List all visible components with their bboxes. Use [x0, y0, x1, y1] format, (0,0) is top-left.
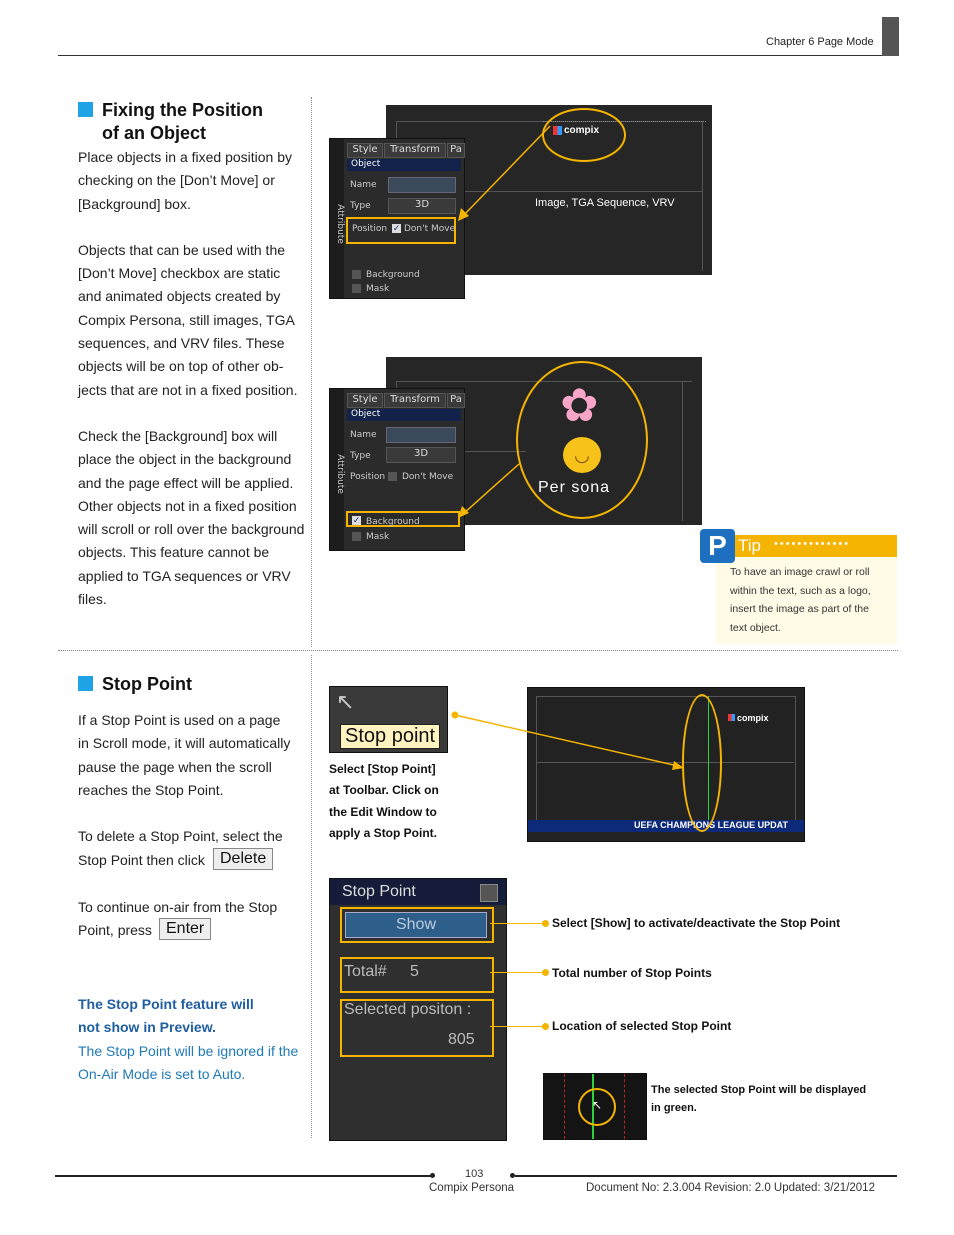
background-checkbox[interactable]: [352, 270, 361, 279]
attribute-panel: [329, 138, 465, 299]
background-checkbox[interactable]: ✓: [352, 515, 361, 525]
section-divider: [58, 650, 898, 651]
column-divider: [311, 97, 312, 647]
name-label: Name: [350, 180, 377, 190]
tab-style[interactable]: Style: [347, 393, 383, 408]
cursor-icon: ↖: [592, 1098, 603, 1112]
text-line: Other objects not in a fixed position: [78, 497, 297, 514]
text-line: place the object in the background: [78, 451, 292, 468]
text-line: and animated objects created by: [78, 288, 281, 305]
green-stop-point-zoom: [543, 1073, 647, 1140]
title-line: Fixing the Position: [102, 100, 263, 120]
text-line: Objects that can be used with the: [78, 241, 286, 258]
compix-logo: compix: [728, 713, 769, 723]
connector-dot: [542, 920, 549, 927]
panel-title: Stop Point: [342, 883, 416, 900]
text-line: objects will be on top of other ob-: [78, 358, 284, 375]
green-caption: The selected Stop Point will be displayed in green.: [651, 1084, 867, 1114]
section-marker-icon: [78, 676, 93, 691]
header-rule: [58, 55, 898, 56]
connector-dot: [542, 969, 549, 976]
type-label: Type: [350, 201, 371, 211]
text-line: will scroll or roll over the background: [78, 521, 305, 538]
total-label: Total#: [344, 963, 387, 980]
dont-move-label: Don't Move: [404, 224, 456, 234]
tip-dots: •••••••••••••: [774, 538, 851, 550]
section1-body: [78, 146, 310, 611]
text-line: Point, press: [78, 922, 152, 938]
stop-point-tool-icon[interactable]: ↖: [336, 689, 355, 714]
text-line: objects. This feature cannot be: [78, 544, 270, 561]
position-label: Position: [350, 472, 386, 482]
title-line: of an Object: [102, 123, 207, 143]
text-line: jects that are not in a fixed position.: [78, 381, 298, 398]
section-marker-icon: [78, 102, 93, 117]
object-header: Object: [347, 409, 461, 421]
text-line: Compix Persona, still images, TGA: [78, 311, 295, 328]
total-value: 5: [410, 963, 419, 980]
text-line: sequences, and VRV files. These: [78, 335, 285, 352]
selected-value: 805: [448, 1031, 475, 1048]
text-line: reaches the Stop Point.: [78, 781, 224, 798]
mask-checkbox[interactable]: [352, 284, 361, 293]
text-line: Check the [Background] box will: [78, 427, 278, 444]
name-field[interactable]: [386, 427, 456, 443]
section-title: Stop Point: [102, 674, 192, 694]
panel-toggle[interactable]: [480, 884, 498, 902]
position-label: Position: [352, 224, 388, 234]
text-line: and the page effect will be applied.: [78, 474, 294, 491]
section2-body: [78, 709, 310, 848]
stop-point-panel: [329, 878, 507, 1141]
text-line: If a Stop Point is used on a page: [78, 712, 281, 728]
text-line: To continue on-air from the Stop: [78, 899, 278, 915]
pointer-arrow: [455, 120, 555, 225]
tab-transform[interactable]: Transform: [384, 393, 446, 408]
stop-point-tooltip: Stop point: [340, 724, 440, 749]
text-line: files.: [78, 591, 107, 608]
type-select[interactable]: 3D: [388, 198, 456, 214]
auto-note: The Stop Point will be ignored if the On-Air Mode is set to Auto.: [78, 1043, 299, 1083]
toolbar-caption: Select [Stop Point] at Toolbar. Click on the Edit Window to apply a Stop Point.: [329, 762, 439, 840]
dont-move-checkbox[interactable]: ✓: [392, 223, 401, 233]
tip-box: [716, 535, 897, 644]
column-divider: [311, 655, 312, 1138]
footer-product: Compix Persona: [429, 1182, 515, 1194]
section-title: [102, 99, 263, 145]
attribute-label: Attribute: [334, 204, 345, 244]
type-select[interactable]: 3D: [386, 447, 456, 463]
persona-text: Per sona: [538, 479, 611, 496]
persona-p-icon: P: [700, 529, 735, 563]
tip-text: To have an image crawl or roll within the text, such as a logo, insert the image as part of the text object.: [730, 566, 871, 634]
compix-logo: compix: [553, 125, 599, 136]
page-number: 103: [465, 1168, 484, 1180]
text-line: Stop Point then click: [78, 852, 205, 868]
ticker-text: UEFA CHAMPIONS LEAGUE UPDAT: [634, 820, 789, 830]
tab-style[interactable]: Style: [347, 143, 383, 158]
text-line: checking on the [Don’t Move] or: [78, 172, 275, 189]
attribute-label: Attribute: [334, 454, 345, 494]
tab-transform[interactable]: Transform: [384, 143, 446, 158]
smiley-icon: ◡: [563, 437, 601, 473]
footer-dot: [430, 1173, 435, 1178]
pointer-arrow: [455, 460, 525, 520]
enter-key: Enter: [159, 918, 211, 940]
tab-pa[interactable]: Pa: [447, 393, 465, 408]
pointer-arrow: [450, 710, 690, 772]
dont-move-checkbox[interactable]: [388, 472, 397, 481]
footer-rule: [55, 1175, 431, 1177]
tab-pa[interactable]: Pa: [447, 143, 465, 158]
toolbar-screenshot: [329, 686, 448, 753]
name-field[interactable]: [388, 177, 456, 193]
annotation-show: Select [Show] to activate/deactivate the Stop Point: [552, 916, 841, 930]
text-line: applied to TGA sequences or VRV: [78, 567, 291, 584]
background-label: Background: [366, 517, 420, 527]
flower-icon: ✿: [560, 379, 599, 431]
tip-label: Tip: [738, 536, 761, 555]
text-line: Place objects in a fixed position by: [78, 149, 293, 165]
mask-label: Mask: [366, 284, 390, 294]
show-button[interactable]: Show: [345, 912, 487, 938]
footer-doc-info: Document No: 2.3.004 Revision: 2.0 Updated: 3/21/2012: [586, 1182, 875, 1194]
mask-label: Mask: [366, 532, 390, 542]
type-label: Type: [350, 451, 371, 461]
text-line: [Background] box.: [78, 195, 191, 212]
preview-note: The Stop Point feature will not show in Preview.: [78, 996, 254, 1036]
attribute-panel-2: [329, 388, 465, 551]
connector-dot: [542, 1023, 549, 1030]
annotation-location: Location of selected Stop Point: [552, 1019, 732, 1033]
selected-label: Selected positon :: [344, 1001, 472, 1018]
footer-rule: [515, 1175, 897, 1177]
image-caption: Image, TGA Sequence, VRV: [535, 197, 675, 209]
header-bar: [882, 17, 899, 56]
text-line: in Scroll mode, it will automatically: [78, 735, 291, 752]
connector-line: [490, 972, 545, 973]
text-line: pause the page when the scroll: [78, 758, 272, 775]
annotation-total: Total number of Stop Points: [552, 966, 712, 980]
object-header: Object: [347, 159, 461, 171]
chapter-label: Chapter 6 Page Mode: [766, 36, 874, 48]
text-line: [Don’t Move] checkbox are static: [78, 265, 281, 282]
connector-line: [490, 1026, 545, 1027]
mask-checkbox[interactable]: [352, 532, 361, 541]
dont-move-label: Don't Move: [402, 472, 454, 482]
delete-key: Delete: [213, 848, 273, 870]
background-label: Background: [366, 270, 420, 280]
name-label: Name: [350, 430, 377, 440]
text-line: To delete a Stop Point, select the: [78, 828, 283, 845]
connector-line: [490, 923, 545, 924]
